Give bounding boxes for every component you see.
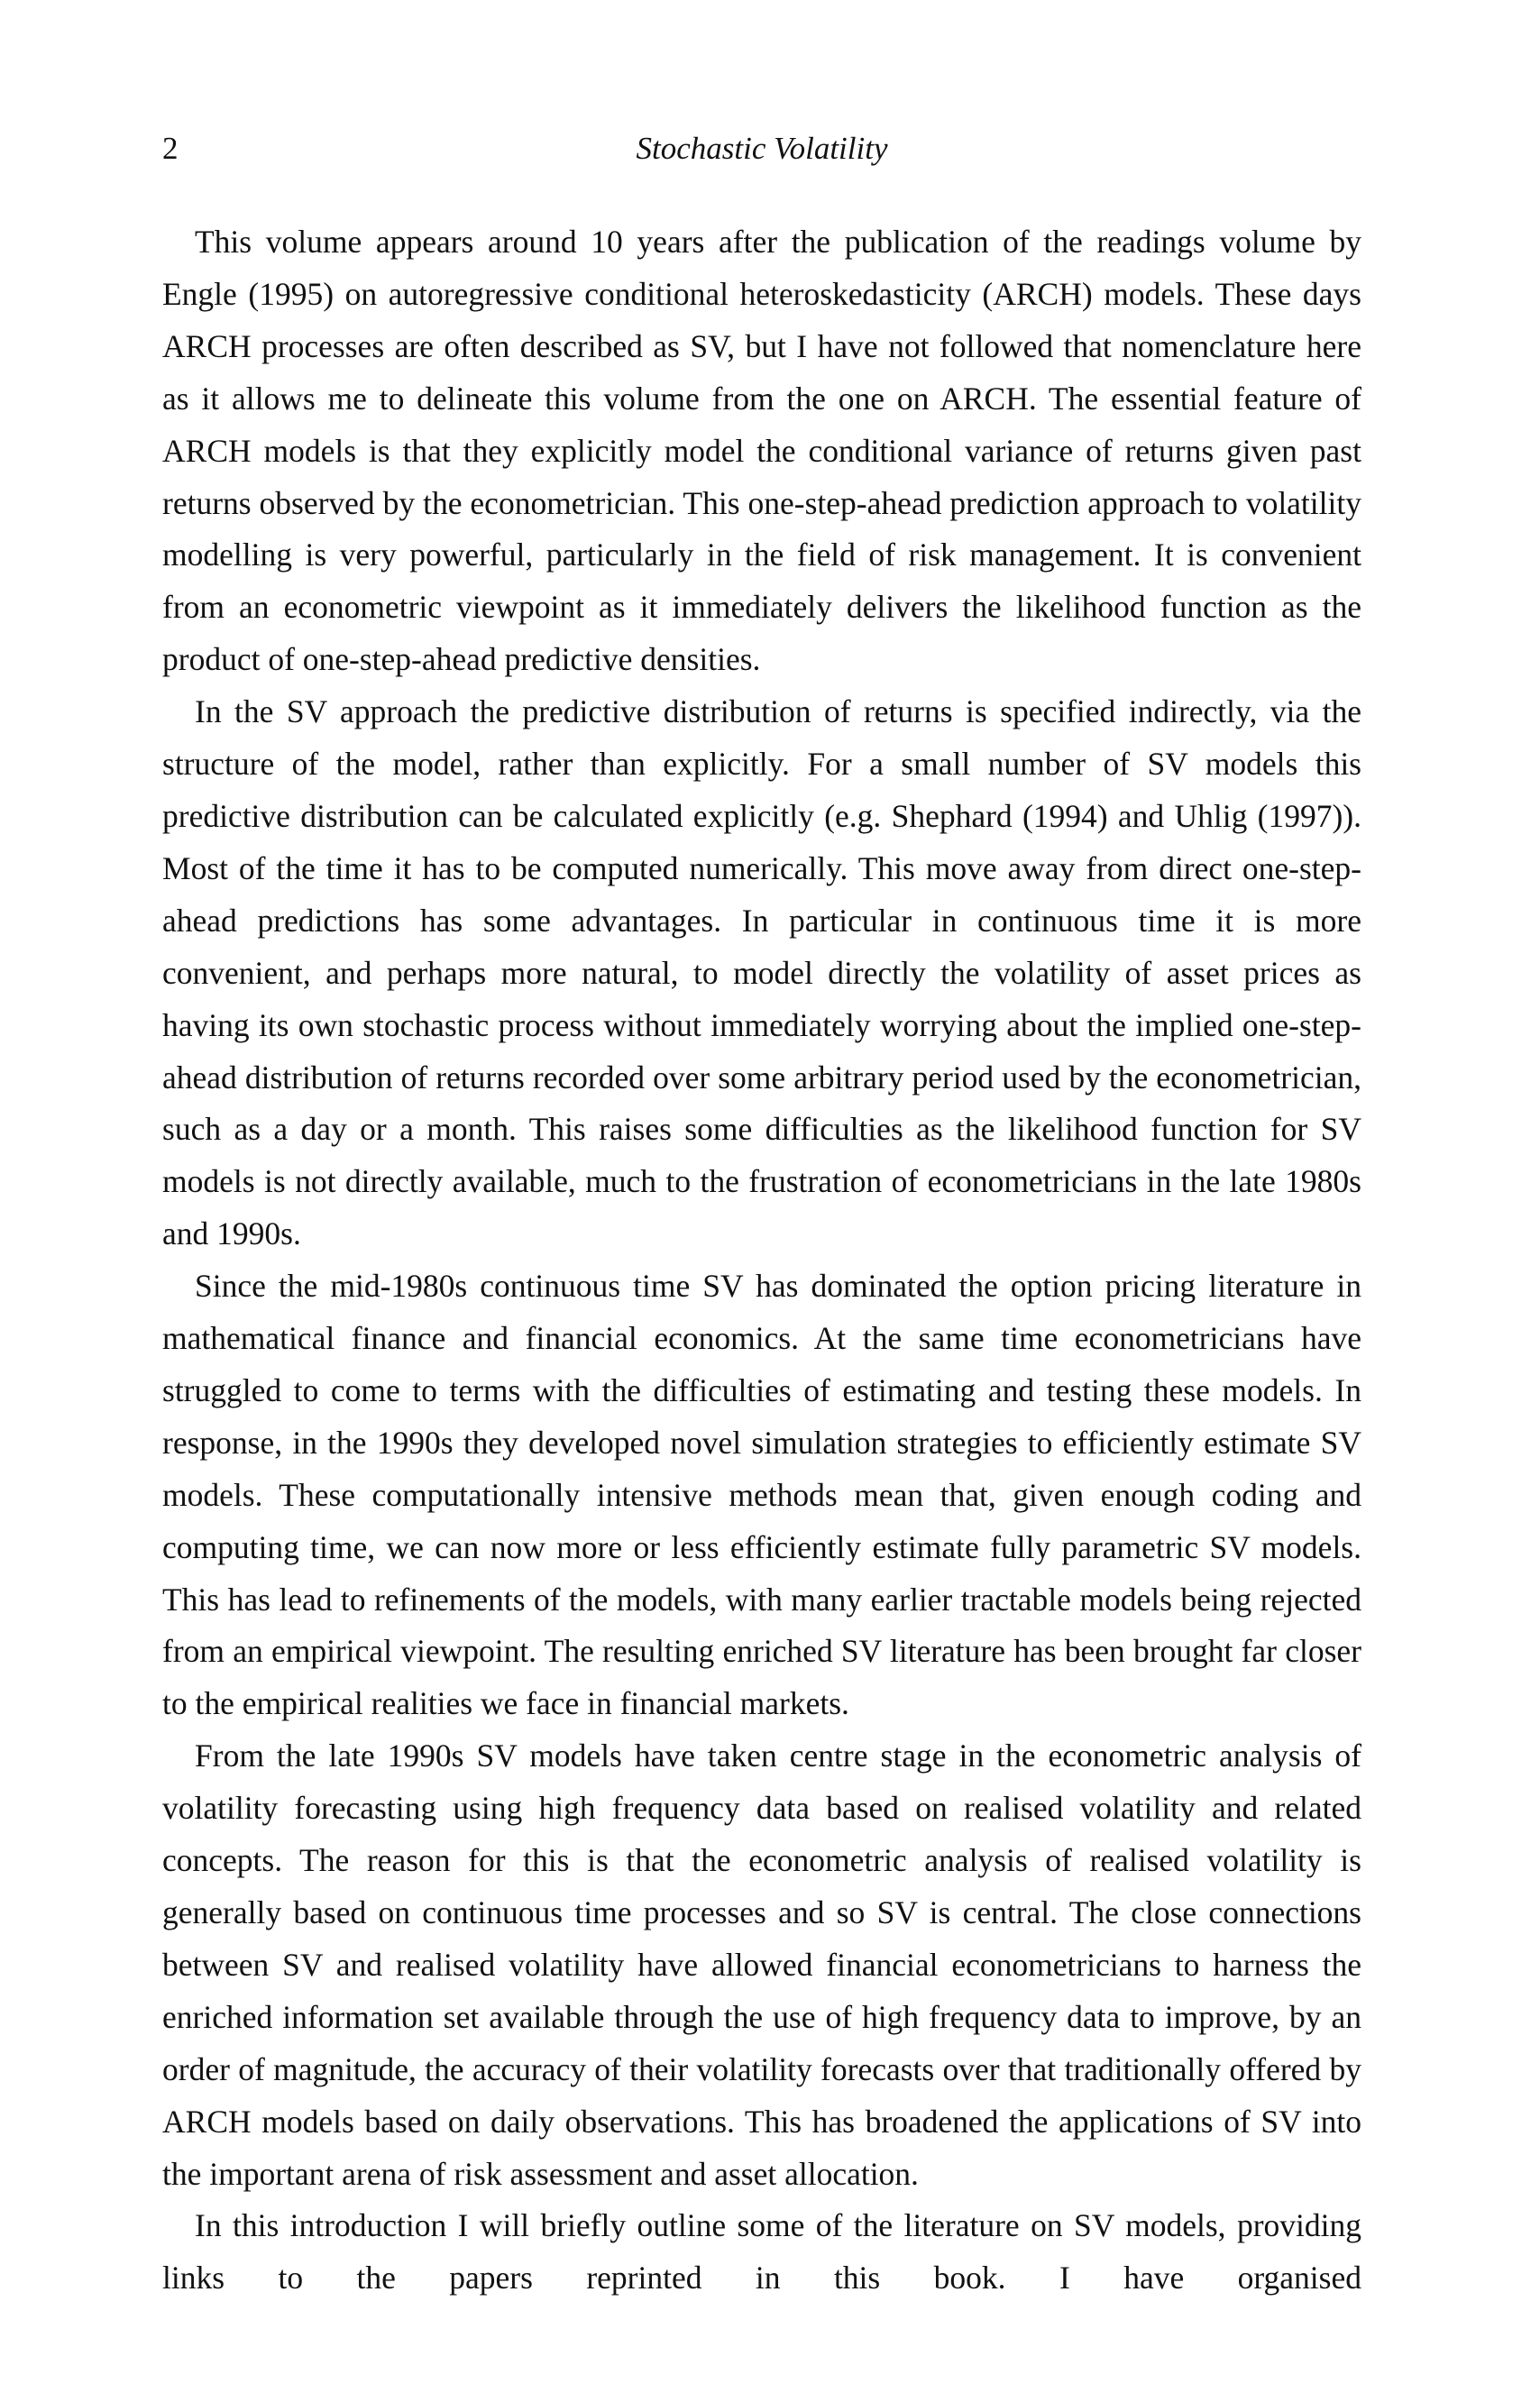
page-number: 2 [162, 131, 179, 166]
paragraph: In this introduction I will briefly outline some of the literature on SV models, providing links to the papers reprinted in this book. I have organised [162, 2207, 1361, 2297]
paragraph: Since the mid-1980s continuous time SV has dominated the option pricing literature in mathematical finance and financial economics. At the same time econometricians have struggled to come to terms with the difficulties of estimating and testing these models. In response, in the 1990s they developed novel simulation strategies to efficiently estimate SV models. These computationally intensive methods mean that, given enough coding and computing time, we can now more or less efficiently estimate fully parametric SV models. This has lead to refinements of the models, with many earlier tractable models being rejected from an empirical viewpoint. The resulting enriched SV literature has been brought far closer to the empirical realities we face in financial markets. [162, 1268, 1361, 1722]
running-title: Stochastic Volatility [636, 131, 888, 166]
body-text [162, 216, 1361, 2305]
paragraph: From the late 1990s SV models have taken centre stage in the econometric analysis of volatility forecasting using high frequency data based on realised volatility and related concepts. The reason for this is that the econometric analysis of realised volatility is generally based on continuous time processes and so SV is central. The close connections between SV and realised volatility have allowed financial econometricians to harness the enriched information set available through the use of high frequency data to improve, by an order of magnitude, the accuracy of their volatility forecasts over that traditionally offered by ARCH models based on daily observations. This has broadened the applications of SV into the important arena of risk assessment and asset allocation. [162, 1737, 1361, 2192]
page-header [162, 126, 1361, 171]
paragraph: This volume appears around 10 years after the publication of the readings volume by Engle (1995) on autoregressive conditional heteroskedasticity (ARCH) models. These days ARCH processes are often described as SV, but I have not followed that nomenclature here as it allows me to delineate this volume from the one on ARCH. The essential feature of ARCH models is that they explicitly model the conditional variance of returns given past returns observed by the econometrician. This one-step-ahead prediction approach to volatility modelling is very powerful, particularly in the field of risk management. It is convenient from an econometric viewpoint as it immediately delivers the likelihood function as the product of one-step-ahead predictive densities. [162, 224, 1361, 678]
paragraph: In the SV approach the predictive distribution of returns is specified indirectly, via the structure of the model, rather than explicitly. For a small number of SV models this predictive distribution can be calculated explicitly (e.g. Shephard (1994) and Uhlig (1997)). Most of the time it has to be computed numerically. This move away from direct one-step-ahead predictions has some advantages. In particular in continuous time it is more convenient, and perhaps more natural, to model directly the volatility of asset prices as having its own stochastic process without immediately worrying about the implied one-step-ahead distribution of returns recorded over some arbitrary period used by the econometrician, such as a day or a month. This raises some difficulties as the likelihood function for SV models is not directly available, much to the frustration of econometricians in the late 1980s and 1990s. [162, 693, 1361, 1252]
